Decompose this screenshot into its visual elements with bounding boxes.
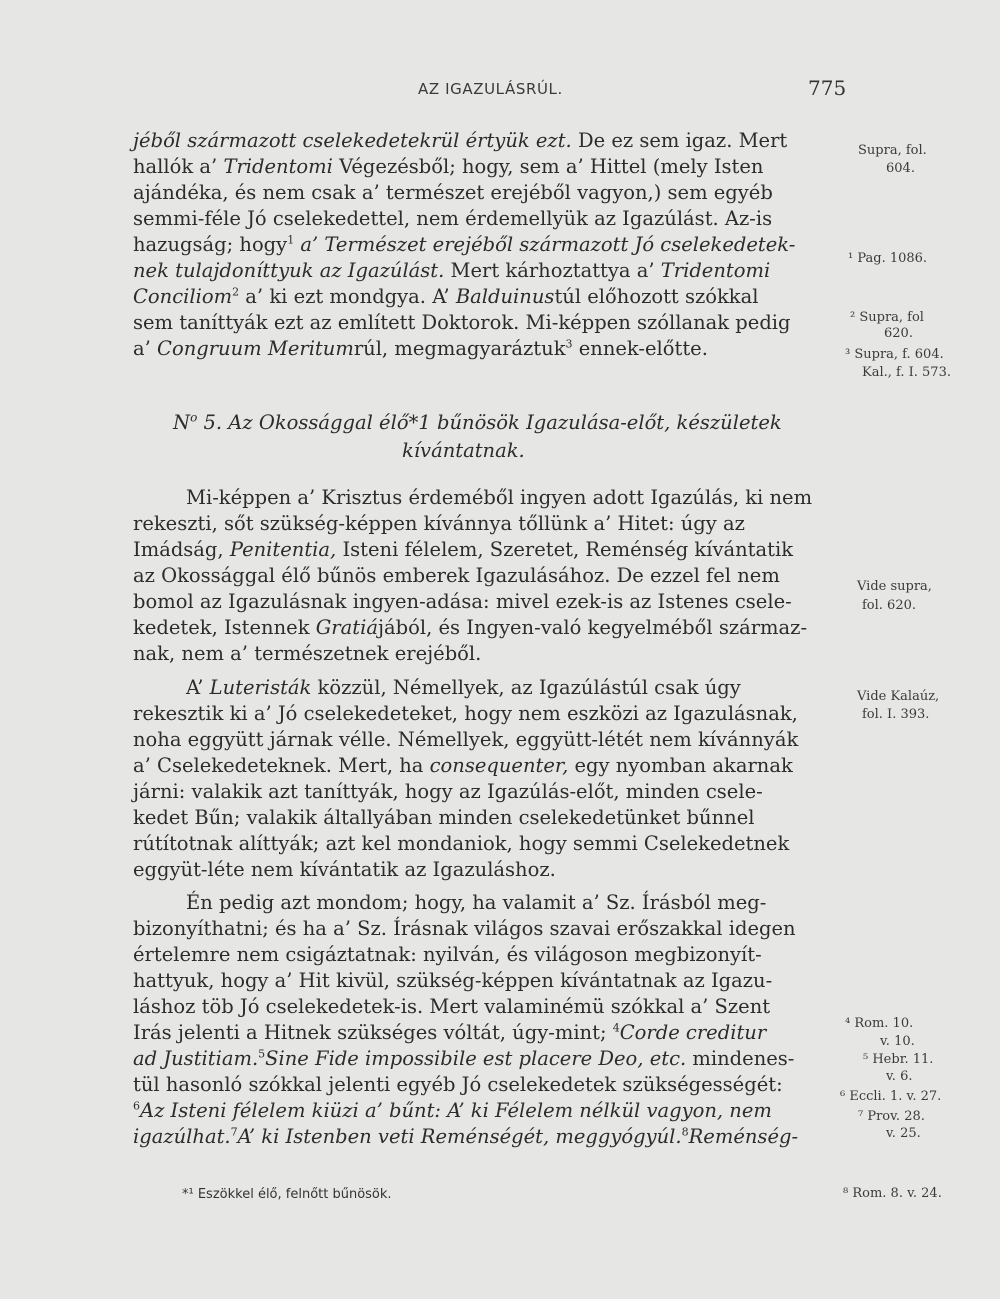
margin-note: 604. xyxy=(886,161,915,176)
text-line: Imádság, Penitentia, Isteni félelem, Szeretet, Reménség kívántatik xyxy=(133,538,794,561)
margin-note: ⁷ Prov. 28. xyxy=(858,1109,925,1124)
text-line: eggyüt-léte nem kívántatik az Igazuláshoz. xyxy=(133,858,556,881)
margin-note: ⁴ Rom. 10. xyxy=(845,1016,914,1031)
text-line: semmi-féle Jó cselekedettel, nem érdemellyük az Igazúlást. Az-is xyxy=(133,207,773,230)
text-line: értelemre nem csigáztatnak: nyilván, és világoson megbizonyít- xyxy=(133,943,762,966)
margin-note: ³ Supra, f. 604. xyxy=(845,347,944,362)
margin-note: Vide supra, xyxy=(857,579,932,594)
text-line: hattyuk, hogy a’ Hit kivül, szükség-képpen kívántatnak az Igazu- xyxy=(133,969,773,992)
text-line: a’ Congruum Meritumrúl, megmagyaráztuk$^3$ ennek-előtte. xyxy=(133,337,708,360)
margin-note: Kal., f. I. 573. xyxy=(862,365,951,380)
text-line: rekesztik ki a’ Jó cselekedeteket, hogy nem eszközi az Igazulásnak, xyxy=(133,702,798,725)
text-line: Irás jelenti a Hitnek szükséges vóltát, úgy-mint; $^4$Corde creditur xyxy=(133,1021,767,1044)
text-line: hallók a’ Tridentomi Végezésből; hogy, sem a’ Hittel (mely Isten xyxy=(133,155,764,178)
text-line: jéből származott cselekedetekrül értyük ezt. De ez sem igaz. Mert xyxy=(133,129,788,152)
text-line: kedetek, Istennek Gratiájából, és Ingyen-való kegyelméből származ- xyxy=(133,616,808,639)
text-line: ajándéka, és nem csak a’ természet erejéből vagyon,) sem egyéb xyxy=(133,181,773,204)
page-number: 775 xyxy=(808,76,847,100)
text-line: az Okossággal élő bűnös emberek Igazulásához. De ezzel fel nem xyxy=(133,564,780,587)
text-line: Mi-képpen a’ Krisztus érdeméből ingyen adott Igazúlás, ki nem xyxy=(186,486,813,509)
section-heading: $N^o$ 5. Az Okossággal élő*1 bűnösök Igazulása-előt, készületek xyxy=(173,410,782,434)
text-line: nek tulajdoníttyuk az Igazúlást. Mert kárhoztattya a’ Tridentomi xyxy=(133,259,771,282)
margin-note: ⁸ Rom. 8. v. 24. xyxy=(843,1186,942,1201)
text-line: A’ Luteristák közzül, Némellyek, az Igazúlástúl csak úgy xyxy=(186,676,741,699)
text-line: rútítotnak alíttyák; azt kel mondaniok, hogy semmi Cselekedetnek xyxy=(133,832,790,855)
text-line: igazúlhat.$^7$A’ ki Istenben veti Reménségét, meggyógyúl.$^8$Reménség- xyxy=(133,1125,799,1148)
margin-note: v. 6. xyxy=(886,1069,913,1084)
text-line: ad Justitiam.$^5$Sine Fide impossibile est placere Deo, etc. mindenes- xyxy=(133,1047,795,1070)
margin-note: 620. xyxy=(884,326,913,341)
text-line: Conciliom$^2$ a’ ki ezt mondgya. A’ Balduinustúl előhozott szókkal xyxy=(133,285,759,308)
footnote: *¹ Eszökkel élő, felnőtt bűnösök. xyxy=(182,1187,392,1202)
text-line: Én pedig azt mondom; hogy, ha valamit a’ Sz. Írásból meg- xyxy=(186,891,767,914)
margin-note: ⁶ Eccli. 1. v. 27. xyxy=(840,1089,942,1104)
text-line: bizonyíthatni; és ha a’ Sz. Írásnak világos szavai erőszakkal idegen xyxy=(133,917,796,940)
running-title: AZ IGAZULÁSRÚL. xyxy=(418,80,563,98)
margin-note: ² Supra, fol xyxy=(850,310,924,325)
margin-note: Supra, fol. xyxy=(858,143,927,158)
text-line: tül hasonló szókkal jelenti egyéb Jó cselekedetek szükségességét: xyxy=(133,1073,783,1096)
text-line: sem taníttyák ezt az említett Doktorok. Mi-képpen szóllanak pedig xyxy=(133,311,791,334)
text-line: nak, nem a’ természetnek erejéből. xyxy=(133,642,482,665)
text-line: kedet Bűn; valakik általlyában minden cselekedetünket bűnnel xyxy=(133,806,755,829)
text-line: noha eggyütt járnak vélle. Némellyek, eggyütt-létét nem kívánnyák xyxy=(133,728,799,751)
text-line: bomol az Igazulásnak ingyen-adása: mivel ezek-is az Istenes csele- xyxy=(133,590,792,613)
margin-note: fol. 620. xyxy=(862,598,917,613)
text-line: láshoz töb Jó cselekedetek-is. Mert valaminémü szókkal a’ Szent xyxy=(133,995,771,1018)
margin-note: ⁵ Hebr. 11. xyxy=(863,1052,934,1067)
text-line: a’ Cselekedeteknek. Mert, ha consequenter, egy nyomban akarnak xyxy=(133,754,793,777)
margin-note: v. 10. xyxy=(880,1034,915,1049)
section-heading-cont: kívántatnak. xyxy=(402,439,525,462)
text-line: járni: valakik azt taníttyák, hogy az Igazúlás-előt, minden csele- xyxy=(133,780,763,803)
text-line: hazugság; hogy$^1$ a’ Természet erejéből származott Jó cselekedetek- xyxy=(133,233,796,256)
margin-note: ¹ Pag. 1086. xyxy=(848,251,928,266)
text-line: rekeszti, sőt szükség-képpen kívánnya tőllünk a’ Hitet: úgy az xyxy=(133,512,745,535)
text-line: $^6$Az Isteni félelem kiüzi a’ bűnt: A’ ki Félelem nélkül vagyon, nem xyxy=(133,1099,772,1122)
margin-note: v. 25. xyxy=(886,1126,921,1141)
margin-note: Vide Kalaúz, xyxy=(857,689,940,704)
margin-note: fol. I. 393. xyxy=(862,707,930,722)
page-header xyxy=(0,76,1000,100)
